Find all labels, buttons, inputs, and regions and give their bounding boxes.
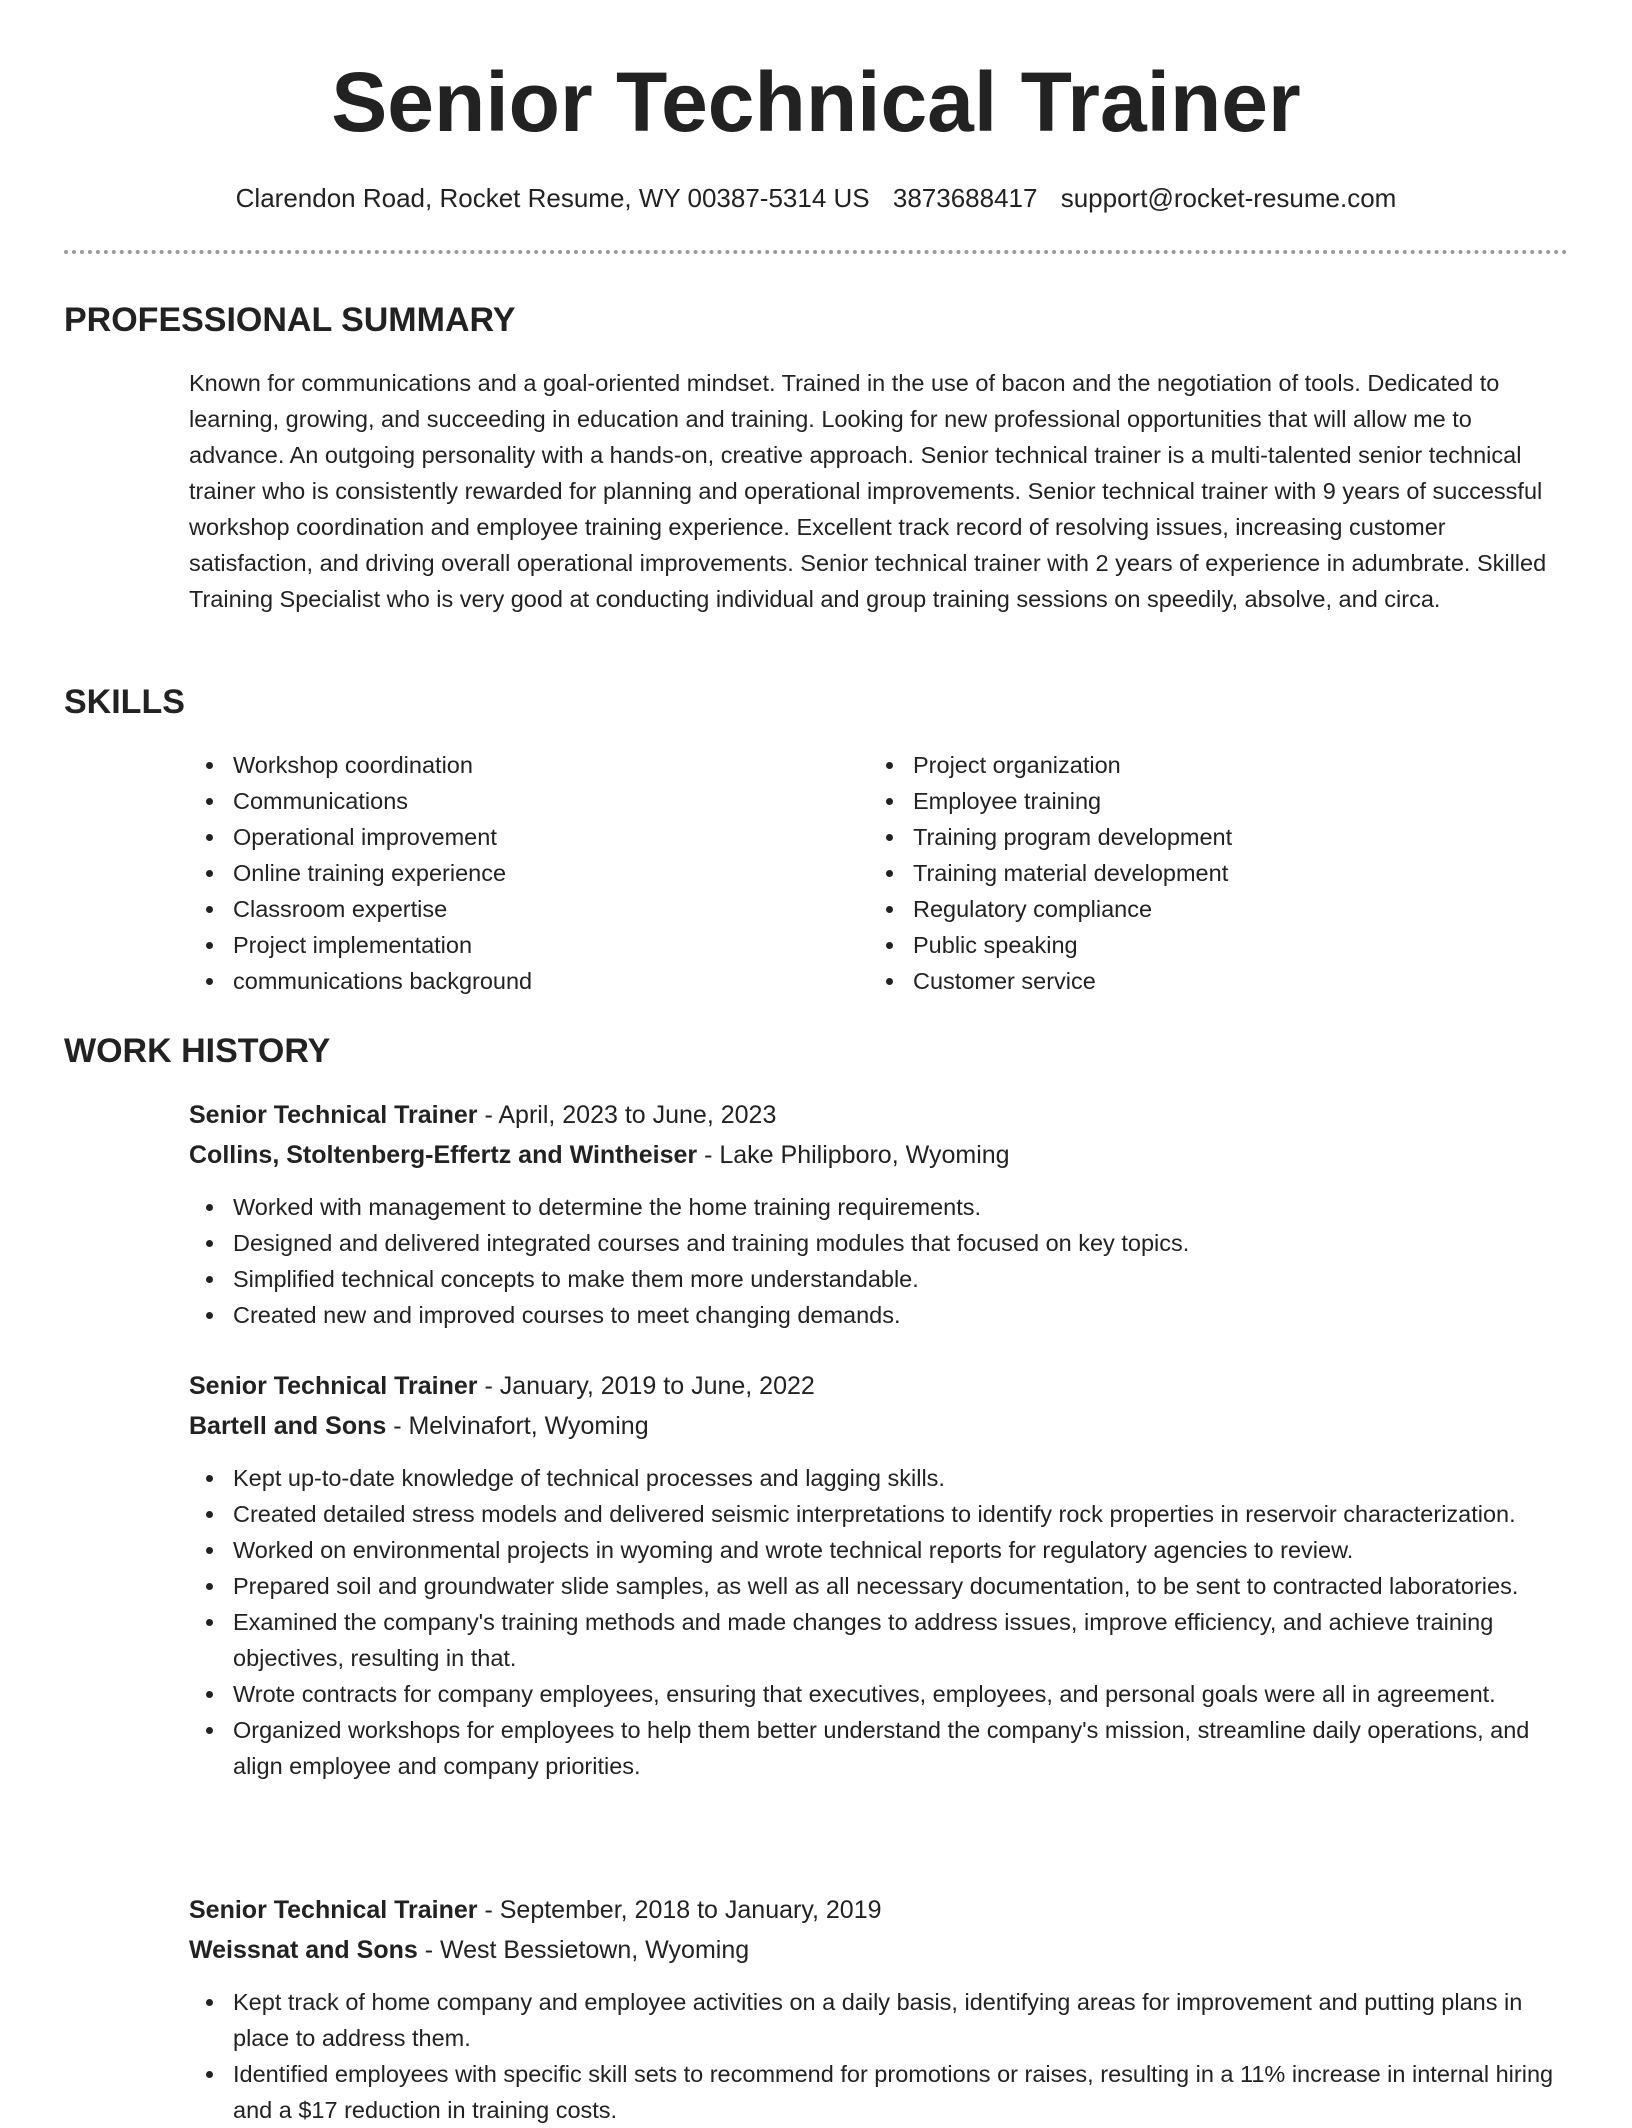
job-location: - West Bessietown, Wyoming <box>417 1936 750 1964</box>
skill-item: Operational improvement <box>189 819 829 855</box>
skill-item: Communications <box>189 783 829 819</box>
job-bullet: Organized workshops for employees to help them better understand the company's mission, streamline daily operations, and align employee and company priorities. <box>189 1712 1569 1784</box>
job-title: Senior Technical Trainer <box>189 1101 478 1129</box>
contact-phone: 3873688417 <box>892 183 1038 213</box>
job-bullet: Created new and improved courses to meet changing demands. <box>189 1297 1569 1333</box>
job-bullet: Prepared soil and groundwater slide samples, as well as all necessary documentation, to be sent to contracted laboratories. <box>189 1568 1569 1604</box>
summary-heading: PROFESSIONAL SUMMARY <box>64 301 516 339</box>
contact-line <box>0 181 1632 215</box>
job-title-line <box>189 1366 1569 1406</box>
skill-item: Customer service <box>869 963 1569 999</box>
job-bullets <box>189 1460 1569 1784</box>
work-history-heading: WORK HISTORY <box>64 1032 331 1070</box>
job-entry <box>189 1095 1569 1333</box>
job-entry <box>189 1366 1569 1784</box>
job-bullet: Designed and delivered integrated courses and training modules that focused on key topics. <box>189 1225 1569 1261</box>
skills-list-left <box>189 747 829 999</box>
skill-item: Project organization <box>869 747 1569 783</box>
job-bullet: Worked on environmental projects in wyoming and wrote technical reports for regulatory agencies to review. <box>189 1532 1569 1568</box>
skill-item: Online training experience <box>189 855 829 891</box>
skill-item: Workshop coordination <box>189 747 829 783</box>
job-dates: - January, 2019 to June, 2022 <box>477 1372 815 1400</box>
skill-item: Project implementation <box>189 927 829 963</box>
skills-list-right <box>869 747 1569 999</box>
job-bullet: Worked with management to determine the home training requirements. <box>189 1189 1569 1225</box>
job-bullet: Identified employees with specific skill sets to recommend for promotions or raises, resulting in a 11% increase in internal hiring and a $17 reduction in training costs. <box>189 2056 1569 2128</box>
job-company-line <box>189 1406 1569 1446</box>
job-title-line <box>189 1095 1569 1135</box>
job-bullet: Kept up-to-date knowledge of technical processes and lagging skills. <box>189 1460 1569 1496</box>
job-company: Bartell and Sons <box>189 1412 387 1440</box>
contact-address: Clarendon Road, Rocket Resume, WY 00387-5314 US <box>235 183 870 213</box>
job-bullets <box>189 1189 1569 1333</box>
job-title: Senior Technical Trainer <box>189 1372 478 1400</box>
skill-item: Training program development <box>869 819 1569 855</box>
job-entry <box>189 1890 1569 2128</box>
skills-heading: SKILLS <box>64 683 185 721</box>
job-bullet: Created detailed stress models and delivered seismic interpretations to identify rock properties in reservoir characterization. <box>189 1496 1569 1532</box>
job-bullet: Simplified technical concepts to make them more understandable. <box>189 1261 1569 1297</box>
skill-item: Classroom expertise <box>189 891 829 927</box>
summary-text: Known for communications and a goal-oriented mindset. Trained in the use of bacon and the negotiation of tools. Dedicated to learning, growing, and succeeding in education and training. Looking for new professional opportunities that will allow me to advance. An outgoing personality with a hands-on, creative approach. Senior technical trainer is a multi-talented senior technical trainer who is consistently rewarded for planning and operational improvements. Senior technical trainer with 9 years of successful workshop coordination and employee training experience. Excellent track record of resolving issues, increasing customer satisfaction, and driving overall operational improvements. Senior technical trainer with 2 years of experience in adumbrate. Skilled Training Specialist who is very good at conducting individual and group training sessions on speedily, absolve, and circa. <box>189 370 1547 612</box>
skill-item: Public speaking <box>869 927 1569 963</box>
job-company: Weissnat and Sons <box>189 1936 418 1964</box>
skill-item: Regulatory compliance <box>869 891 1569 927</box>
job-company: Collins, Stoltenberg-Effertz and Wintheiser <box>189 1141 698 1169</box>
skill-item: communications background <box>189 963 829 999</box>
skill-item: Training material development <box>869 855 1569 891</box>
job-company-line <box>189 1135 1569 1175</box>
job-dates: - April, 2023 to June, 2023 <box>477 1101 777 1129</box>
resume-name: Senior Technical Trainer <box>331 55 1301 149</box>
header-divider <box>64 250 1568 254</box>
job-bullet: Examined the company's training methods and made changes to address issues, improve efficiency, and achieve training objectives, resulting in that. <box>189 1604 1569 1676</box>
contact-email: support@rocket-resume.com <box>1060 183 1397 213</box>
skill-item: Employee training <box>869 783 1569 819</box>
job-location: - Lake Philipboro, Wyoming <box>697 1141 1010 1169</box>
job-dates: - September, 2018 to January, 2019 <box>477 1896 882 1924</box>
job-bullet: Kept track of home company and employee activities on a daily basis, identifying areas for improvement and putting plans in place to address them. <box>189 1984 1569 2056</box>
job-title: Senior Technical Trainer <box>189 1896 478 1924</box>
job-location: - Melvinafort, Wyoming <box>386 1412 649 1440</box>
job-bullet: Wrote contracts for company employees, ensuring that executives, employees, and personal goals were all in agreement. <box>189 1676 1569 1712</box>
job-bullets <box>189 1984 1569 2128</box>
job-company-line <box>189 1930 1569 1970</box>
job-title-line <box>189 1890 1569 1930</box>
